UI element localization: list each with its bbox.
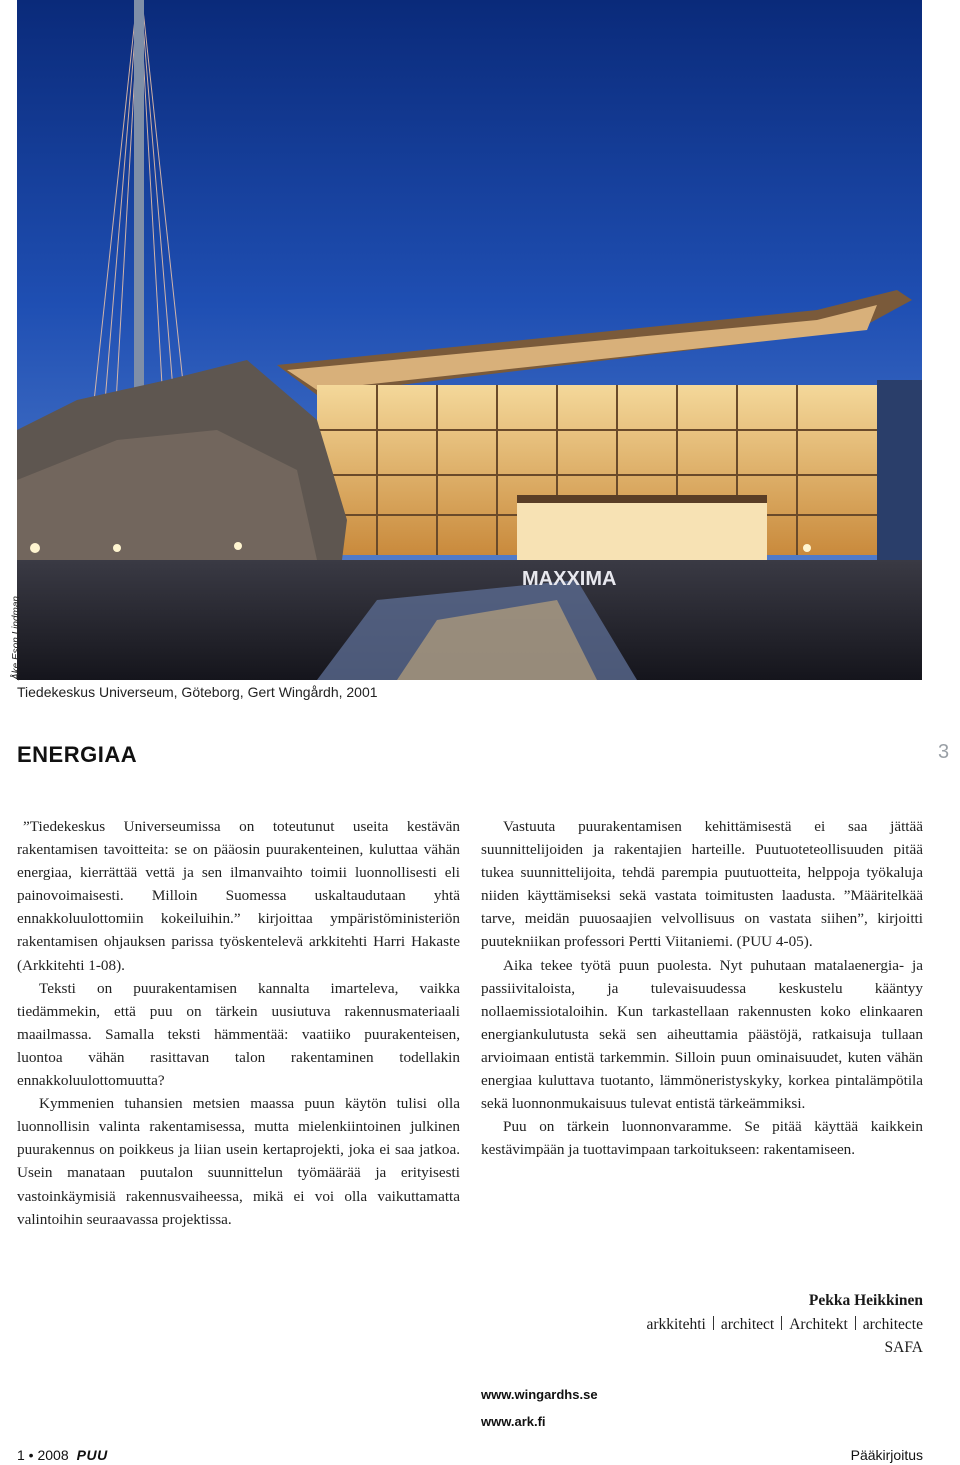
author-org: SAFA	[884, 1339, 923, 1356]
footer-section: Pääkirjoitus	[850, 1447, 923, 1463]
article-heading: ENERGIAA	[17, 742, 138, 767]
issue-number: 1 • 2008	[17, 1447, 69, 1463]
link-wingardhs[interactable]: www.wingardhs.se	[481, 1387, 598, 1402]
paragraph: Puu on tärkein luonnonvaramme. Se pitää käyttää kaikkein kestävimpään ja tuottavimpaan tarkoitukseen: rakentamiseen.	[481, 1118, 923, 1159]
title-separator	[781, 1316, 782, 1330]
photo-caption: Tiedekeskus Universeum, Göteborg, Gert Wingårdh, 2001	[17, 684, 378, 700]
author-title: arkkitehti	[646, 1315, 706, 1333]
author-titles	[646, 1313, 923, 1337]
photo-credit: Åke Eson Lindman	[11, 596, 22, 680]
footer-issue	[17, 1447, 108, 1463]
article-column-right	[481, 815, 923, 1161]
magazine-name: PUU	[76, 1447, 108, 1463]
author-name: Pekka Heikkinen	[808, 1292, 923, 1309]
author-title: architect	[720, 1315, 775, 1333]
paragraph: Vastuuta puurakentamisen kehittämisestä ei saa jättää suunnittelijoiden ja rakentajien harteille. Puutuoteteollisuuden pitää tukea suunnittelijoita, tehdä parempia puutuotteita, helppoja työkaluja niiden käyttämiseksi sekä vastata toimitusten laadusta. ”Määritelkää tarve, meidän puuosaajien velvollisuus on vastata siihen”, kirjoitti puutekniikan professori Pertti Viitaniemi. (PUU 4-05).	[481, 818, 923, 951]
paragraph: Teksti on puurakentamisen kannalta imarteleva, vaikka tiedämmekin, että puu on tärkein uusiutuva rakennusmateriaali maailmassa. Samalla teksti hämmentää: vaatiiko puurakenteisen, luontoa vähän rasittavan talon rakentaminen todellakin ennakkoluulottomuutta?	[17, 979, 460, 1090]
article-column-left	[17, 815, 460, 1231]
title-separator	[855, 1316, 856, 1330]
author-title: Architekt	[789, 1315, 848, 1333]
maxxima-logo: MAXXIMA	[522, 568, 617, 590]
paragraph: Aika tekee työtä puun puolesta. Nyt puhutaan matalaenergia- ja passiivitaloista, ja tulevaisuudessa keskustelu kääntyy nollaemissiotaloihin. Kun tarkastellaan rakennusten koko elinkaaren energiankulutusta sekä sen aiheuttamia päästöjä, ratkaisuja tullaan arvioimaan entistä tarkemmin. Silloin puun ominaisuudet, kuten vähän energiaa kuluttava tuotanto, lämmöneristyskyky, korkea pintalämpötila sekä luonnonmukaisuus tulevat entistä tärkeämmiksi.	[481, 956, 923, 1113]
author-signature	[646, 1289, 923, 1360]
paragraph: ”Tiedekeskus Universeumissa on toteutunut useita kestävän rakentamisen tavoitteita: se on pääosin puurakenteinen, kuluttaa vähän energiaa, kierrättää vettä ja sen ilmanvaihto toimii luonnollisesti eli painovoimaisesti. Milloin Suomessa uskaltaudutaan yhtä ennakkoluulottomiin kokeiluihin.” kirjoittaa ympäristöministeriön rakentamisen ohjauksen parissa työskentelevä arkkitehti Harri Hakaste (Arkkitehti 1-08).	[17, 818, 460, 974]
title-separator	[713, 1316, 714, 1330]
web-links	[481, 1381, 598, 1435]
page-number: 3	[938, 741, 950, 763]
cover-photo	[17, 0, 922, 680]
paragraph: Kymmenien tuhansien metsien maassa puun käytön tulisi olla luonnollisin valinta rakentamisessa, mutta mielenkiintoinen julkinen puurakennus on poikkeus ja liian usein kertaprojekti, joka ei saa jatkoa. Usein manataan puutalon suunnittelun työmäärää ja erityisesti vastoinkäymisiä rakennusvaiheessa, mikä ei voi olla vaikuttamatta valintoihin seuraavassa projektissa.	[17, 1095, 460, 1228]
author-title: architecte	[862, 1315, 923, 1333]
link-ark[interactable]: www.ark.fi	[481, 1414, 546, 1429]
